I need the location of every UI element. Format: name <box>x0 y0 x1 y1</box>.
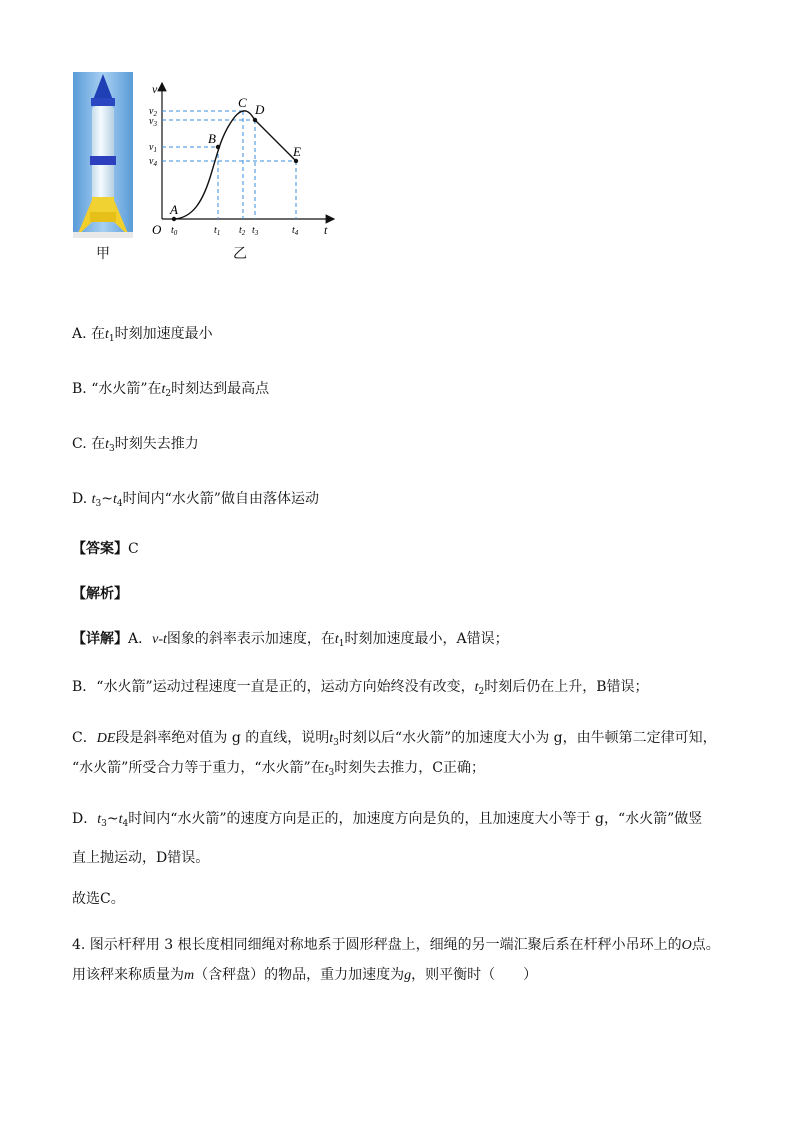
guide-lines <box>162 111 296 219</box>
point-a-marker <box>172 217 176 221</box>
point-e-marker <box>294 159 298 163</box>
detail-line-3: C．DE段是斜率绝对值为 g 的直线，说明$t_3$时刻以后“水火箭”的加速度大小为 g，由牛顿第二定律可知， <box>72 730 717 748</box>
answer-value: C <box>128 541 139 557</box>
photo-caption: 甲 <box>96 246 110 262</box>
x-tick-t1: $t_1$ <box>214 225 221 237</box>
question-4-line-2: 用该秤来称质量为m（含秤盘）的物品，重力加速度为g，则平衡时（ ） <box>72 967 538 983</box>
detail-line-1: 【详解】A．v-t图象的斜率表示加速度，在$t_1$时刻加速度最小，A错误； <box>72 631 509 649</box>
y-tick-v1: $v_1$ <box>149 142 157 154</box>
point-a-label: A <box>170 202 178 217</box>
y-tick-v2: $v_2$ <box>149 106 157 118</box>
question-4-line-1: 4. 图示杆秤用 3 根长度相同细绳对称地系于圆形秤盘上，细绳的另一端汇聚后系在杆秤小吊环上的O点。 <box>72 937 720 953</box>
option-b: B. “水火箭”在$t_2$时刻达到最高点 <box>72 381 270 399</box>
analysis-label: 【解析】 <box>72 586 128 602</box>
x-tick-t3: $t_3$ <box>252 225 259 237</box>
option-a: A. 在$t_1$时刻加速度最小 <box>72 326 213 344</box>
y-tick-v3: $v_3$ <box>149 116 157 128</box>
option-c: C. 在$t_3$时刻失去推力 <box>72 436 199 454</box>
detail-line-4: “水火箭”所受合力等于重力，“水火箭”在$t_3$时刻失去推力，C正确； <box>72 760 485 778</box>
x-tick-t2: $t_2$ <box>239 225 246 237</box>
y-axis-label: v <box>152 82 158 96</box>
point-d-marker <box>253 118 257 122</box>
x-tick-t4: $t_4$ <box>292 225 299 237</box>
point-d-label: D <box>255 102 265 117</box>
origin-label: O <box>152 222 162 237</box>
option-d: D. $t_3\sim t_4$时间内“水火箭”做自由落体运动 <box>72 491 319 509</box>
water-rocket-image <box>73 72 133 238</box>
detail-line-2: B．“水火箭”运动过程速度一直是正的，运动方向始终没有改变，$t_2$时刻后仍在上升，B错误； <box>72 679 649 697</box>
x-axis-label: t <box>324 223 328 237</box>
graph-caption: 乙 <box>233 246 247 262</box>
velocity-curve <box>174 111 296 219</box>
vt-graph <box>140 75 340 240</box>
water-rocket-photo <box>73 72 133 238</box>
answer-line <box>72 539 139 559</box>
y-tick-v4: $v_4$ <box>149 156 157 168</box>
point-b-marker <box>216 145 220 149</box>
detail-line-6: 直上抛运动，D错误。 <box>72 850 210 866</box>
point-c-label: C <box>238 95 247 110</box>
x-tick-t0: $t_0$ <box>171 225 178 237</box>
detail-line-7: 故选C。 <box>72 891 125 907</box>
answer-label: 【答案】 <box>72 541 128 557</box>
point-e-label: E <box>293 144 301 159</box>
point-b-label: B <box>208 131 216 146</box>
detail-line-5: D．$t_3\sim t_4$时间内“水火箭”的速度方向是正的，加速度方向是负的，且加速度大小等于 g，“水火箭”做竖 <box>72 811 703 829</box>
